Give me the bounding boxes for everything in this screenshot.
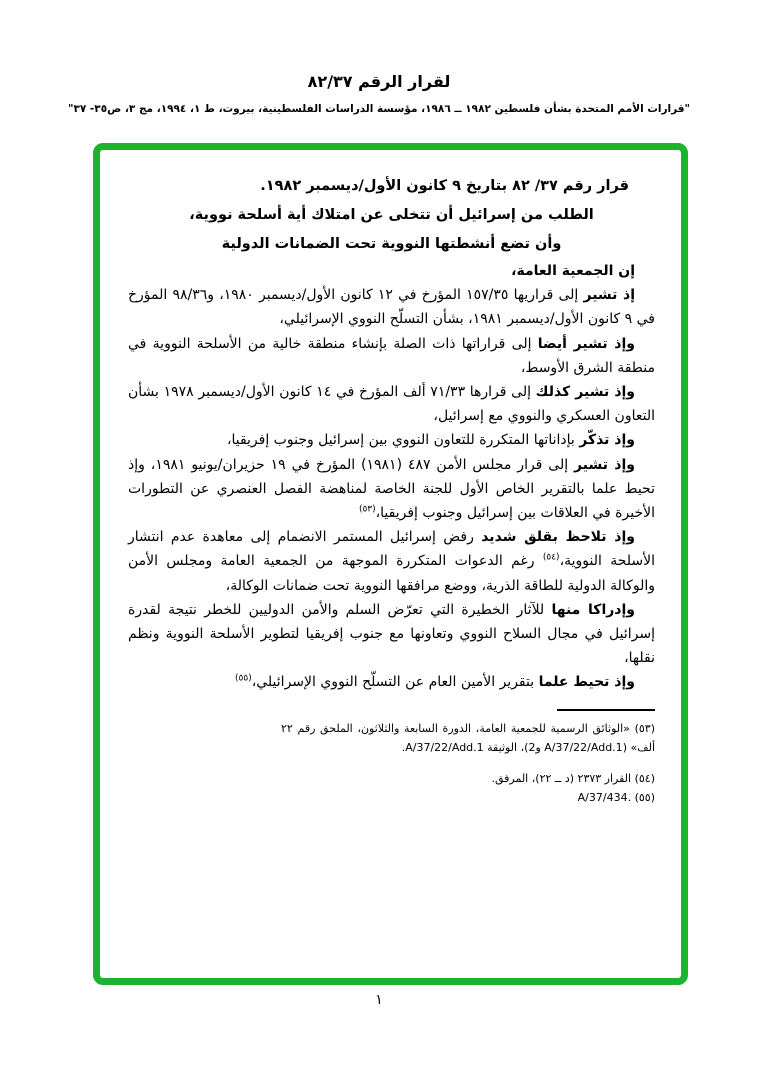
paragraph-lead: وإذ تشير كذلك xyxy=(535,384,636,401)
footnote-item: (٥٤) القرار ٢٣٧٣ (د ــ ٢٢)، المرفق. xyxy=(491,771,655,785)
paragraph-text: إلى قراراتها ذات الصلة بإنشاء منطقة خالية من الأسلحة النووية في منطقة الشرق الأوسط، xyxy=(128,335,655,376)
resolution-heading: قرار رقم ٣٧/ ٨٢ بتاريخ ٩ كانون الأول/ديسمبر ١٩٨٢. xyxy=(260,178,629,194)
paragraph-lead: وإذ تحيط علما xyxy=(538,674,635,691)
resolution-subject-line-2: وأن تضع أنشطتها النووية تحت الضمانات الدولية xyxy=(221,236,562,252)
footnotes-section xyxy=(128,709,655,807)
paragraph-text: رغم الدعوات المتكررة الموجهة من الجمعية العامة ومجلس الأمن والوكالة الدولية للطاقة الذرية، ووضع مرافقها النووية تحت ضمانات الوكالة، xyxy=(128,553,655,594)
resolution-subject-line-1: الطلب من إسرائيل أن تتخلى عن امتلاك أية أسلحة نووية، xyxy=(189,207,594,223)
paragraph-lead: وإدراكا منها xyxy=(551,601,635,618)
footnote-item: (٥٣) «الوثائق الرسمية للجمعية العامة، الدورة السابعة والثلاثون، الملحق رقم ٢٢ ألف» (A/37/22/Add.1 و2)، الوثيقة A/37/22/Add.1. xyxy=(281,721,655,754)
footnote-separator xyxy=(557,709,655,711)
resolution-paragraph xyxy=(128,525,655,598)
paragraph-text: للآثار الخطيرة التي تعرّض السلم والأمن الدوليين للخطر نتيجة لقدرة إسرائيل في مجال السلاح النووي وتعاونها مع جنوب إفريقيا لتطوير الأسلحة النووية ونظم نقلها، xyxy=(128,601,655,667)
footnote-ref: (٥٥) xyxy=(235,673,252,684)
page-title: لقرار الرقم ٨٢/٣٧ xyxy=(307,72,451,91)
footnote-ref: (٥٤) xyxy=(542,552,560,563)
resolution-body xyxy=(128,259,655,695)
page-number: ١ xyxy=(375,992,383,1008)
paragraph-lead: إن الجمعية العامة، xyxy=(511,263,635,279)
paragraph-lead: وإذ تلاحظ بقلق شديد xyxy=(481,529,635,546)
paragraph-text: إلى قراريها ١٥٧/٣٥ المؤرخ في ١٢ كانون الأول/ديسمبر ١٩٨٠، و٩٨/٣٦ المؤرخ في ٩ كانون الأول/ديسمبر ١٩٨١، بشأن التسلّح النووي الإسرائيلي، xyxy=(128,287,655,328)
source-citation: "قرارات الأمم المتحدة بشأن فلسطين ١٩٨٢ ــ ١٩٨٦، مؤسسة الدراسات الفلسطينية، بيروت، ط ١، ١٩٩٤، مج ٣، ص٣٥- ٣٧" xyxy=(67,103,691,115)
resolution-content xyxy=(100,150,681,978)
footnote-item: (٥٥) A/37/434.‎ xyxy=(577,790,655,804)
paragraph-lead: وإذ تشير أيضا xyxy=(537,335,635,352)
resolution-paragraph xyxy=(128,453,655,526)
paragraph-text: رفض إسرائيل المستمر الانضمام إلى معاهدة عدم انتشار الأسلحة النووية، xyxy=(128,529,655,570)
resolution-paragraph xyxy=(128,598,655,671)
resolution-paragraph xyxy=(128,428,655,452)
paragraph-lead: وإذ تشير xyxy=(574,456,635,473)
paragraph-text: بإداناتها المتكررة للتعاون النووي بين إسرائيل وجنوب إفريقيا، xyxy=(226,432,580,449)
footnote-ref: (٥٣) xyxy=(358,504,376,515)
resolution-paragraph xyxy=(128,670,655,694)
footnotes-list xyxy=(128,719,655,807)
paragraph-lead: إذ تشير xyxy=(583,287,635,304)
paragraph-text: بتقرير الأمين العام عن التسلّح النووي الإسرائيلي، xyxy=(251,674,539,691)
resolution-frame xyxy=(93,143,688,985)
resolution-paragraph xyxy=(128,259,655,283)
paragraph-lead: وإذ تذكّر xyxy=(579,432,635,449)
paragraph-text: إلى قرارها ٧١/٣٣ ألف المؤرخ في ١٤ كانون الأول/ديسمبر ١٩٧٨ بشأن التعاون العسكري والنووي مع إسرائيل، xyxy=(128,384,655,425)
paragraph-text: إلى قرار مجلس الأمن ٤٨٧ (١٩٨١) المؤرخ في ١٩ حزيران/يونيو ١٩٨١، وإذ تحيط علما بالتقرير الخاص الأول للجنة الخاصة لمناهضة الفصل العنصري عن التطورات الأخيرة في العلاقات بين إسرائيل وجنوب إفريقيا، xyxy=(128,456,655,522)
resolution-paragraph xyxy=(128,283,655,331)
resolution-paragraph xyxy=(128,332,655,380)
resolution-paragraph xyxy=(128,380,655,428)
